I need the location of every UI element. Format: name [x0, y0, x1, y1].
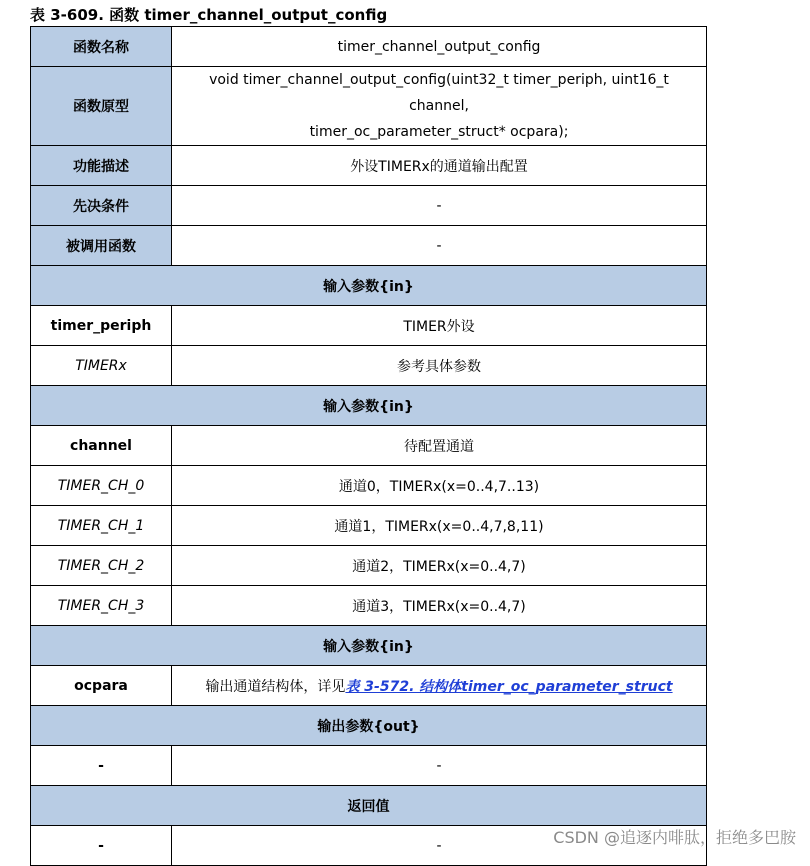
input-params-header: 输入参数{in}	[31, 386, 707, 426]
input-params-header: 输入参数{in}	[31, 626, 707, 666]
param-value-name: TIMER_CH_1	[31, 506, 172, 546]
table-row	[31, 506, 707, 546]
row-label-called-functions: 被调用函数	[31, 226, 172, 266]
function-spec-table	[30, 26, 707, 866]
struct-reference-link[interactable]: 表 3-572. 结构体timer_oc_parameter_struct	[345, 678, 673, 695]
table-row	[31, 746, 707, 786]
called-functions-value: -	[172, 226, 707, 266]
param-value-desc: 通道0，TIMERx(x=0..4,7..13)	[172, 466, 707, 506]
section-header-row	[31, 386, 707, 426]
param-value-desc: 参考具体参数	[172, 346, 707, 386]
table-row	[31, 186, 707, 226]
section-header-row	[31, 266, 707, 306]
table-row	[31, 346, 707, 386]
table-row	[31, 226, 707, 266]
param-value-desc: 通道1，TIMERx(x=0..4,7,8,11)	[172, 506, 707, 546]
row-label-description: 功能描述	[31, 146, 172, 186]
param-desc-prefix: 输出通道结构体，详见	[205, 678, 346, 695]
table-row	[31, 27, 707, 67]
param-name: -	[31, 746, 172, 786]
prototype-value	[172, 67, 707, 146]
param-value-name: TIMER_CH_0	[31, 466, 172, 506]
table-row	[31, 426, 707, 466]
section-header-row	[31, 786, 707, 826]
table-row	[31, 306, 707, 346]
param-name: ocpara	[31, 666, 172, 706]
watermark: CSDN @追逐内啡肽，拒绝多巴胺	[553, 828, 796, 847]
table-caption: 表 3-609. 函数 timer_channel_output_config	[30, 6, 388, 24]
param-name: timer_periph	[31, 306, 172, 346]
description-value: 外设TIMERx的通道输出配置	[172, 146, 707, 186]
prototype-line-2: timer_oc_parameter_struct* ocpara);	[309, 124, 569, 140]
param-desc: -	[172, 746, 707, 786]
return-name: -	[31, 826, 172, 866]
param-name: channel	[31, 426, 172, 466]
param-value-desc: 通道3，TIMERx(x=0..4,7)	[172, 586, 707, 626]
param-value-desc: 通道2，TIMERx(x=0..4,7)	[172, 546, 707, 586]
row-label-prerequisite: 先决条件	[31, 186, 172, 226]
table-row	[31, 666, 707, 706]
input-params-header: 输入参数{in}	[31, 266, 707, 306]
function-name-value: timer_channel_output_config	[172, 27, 707, 67]
table-row	[31, 146, 707, 186]
prototype-line-1: void timer_channel_output_config(uint32_t timer_periph, uint16_t channel,	[209, 72, 669, 114]
section-header-row	[31, 706, 707, 746]
param-value-name: TIMERx	[31, 346, 172, 386]
param-value-name: TIMER_CH_2	[31, 546, 172, 586]
table-row	[31, 586, 707, 626]
table-row	[31, 546, 707, 586]
row-label-function-name: 函数名称	[31, 27, 172, 67]
table-row	[31, 466, 707, 506]
return-value-header: 返回值	[31, 786, 707, 826]
section-header-row	[31, 626, 707, 666]
prerequisite-value: -	[172, 186, 707, 226]
row-label-prototype: 函数原型	[31, 67, 172, 146]
param-value-name: TIMER_CH_3	[31, 586, 172, 626]
table-row	[31, 67, 707, 146]
output-params-header: 输出参数{out}	[31, 706, 707, 746]
return-desc: -	[172, 826, 707, 866]
param-desc: TIMER外设	[172, 306, 707, 346]
param-desc: 待配置通道	[172, 426, 707, 466]
param-desc	[172, 666, 707, 706]
